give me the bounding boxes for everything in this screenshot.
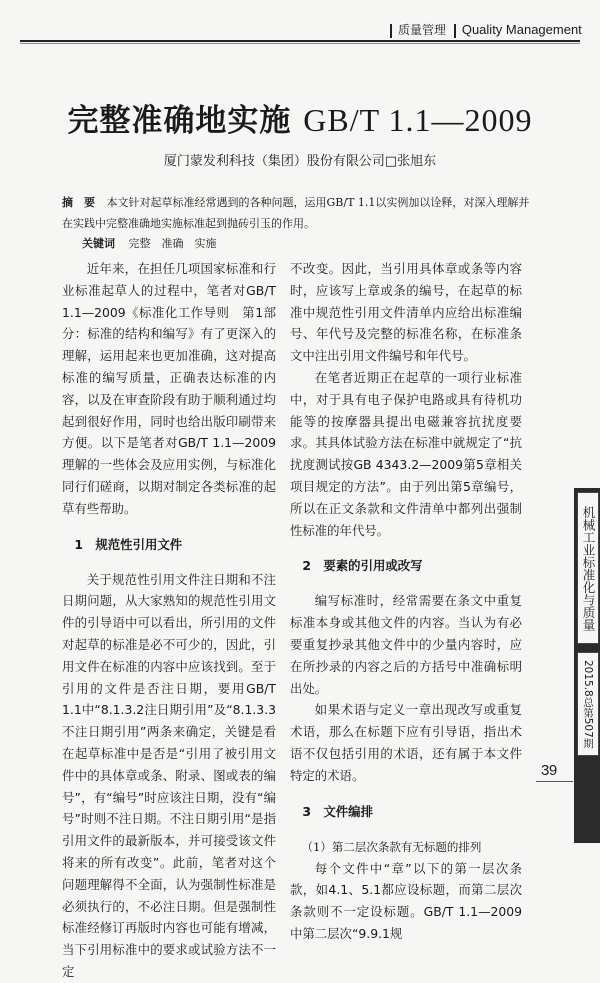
author-line: 厦门蒙发利科技（集团）股份有限公司□张旭东 xyxy=(163,154,437,169)
running-header xyxy=(390,20,580,40)
subsection-heading-3-1: （1）第二层次条款有无标题的排列 xyxy=(301,839,482,854)
header-rule xyxy=(20,40,580,42)
column-right xyxy=(290,258,522,945)
page-number: 39 xyxy=(541,762,557,779)
section-heading-2: 2 要素的引用或改写 xyxy=(302,558,423,574)
paragraph-continued: 不改变。因此，当引用具体章或条等内容时，应该写上章或条的编号，在起草的标准中规范性引用文件清单内应给出标准编号、年代号及完整的标准名称，在标准条文中注出引用文件编号和年代号。 xyxy=(290,261,522,364)
section-heading-3: 3 文件编排 xyxy=(302,803,373,819)
column-left xyxy=(62,258,276,983)
paragraph-2: 在笔者近期正在起草的一项行业标准中，对于具有电子保护电路或具有待机功能等的按摩器具提出电磁兼容抗扰度要求。其具体试验方法在标准中就规定了“抗扰度测试按GB 4343.2—2009第5章相关项目规定的方法”。由于列出第5章编号，所以在正文条款和文件清单中都列出强制性标准的年代号。 xyxy=(290,369,522,538)
paragraph-1: 关于规范性引用文件注日期和不注日期问题，从大家熟知的规范性引用文件的引导语中可以看出，所引用的文件对起草的标准是必不可少的，因此，引用文件在标准的内容中应该找到。至于引用的文件是否注日期，要用GB/T 1.1中“8.1.3.2注日期引用”及“8.1.3.3不注日期引用”两条来确定，关键是看在起草标准中是否是“引用了被引用文件中的具体章或条、附录、图或表的编号”，有“编号”时应该注日期，没有“编号”时则不注日期。不注日期引用“是指引用文件的最新版本，并可接受该文件将来的所有改变”。此前，笔者对这个问题理解得不全面，认为强制性标准是必须执行的，不必注日期。但是强制性标准经修订再版时内容也可能有增减，当下引用标准中的要求或试验方法不一定 xyxy=(62,571,276,979)
keywords-label: 关键词 xyxy=(82,237,115,250)
abstract-label: 摘 要 xyxy=(62,196,95,209)
keywords xyxy=(82,234,532,254)
paragraph-intro: 近年来，在担任几项国家标准和行业标准起草人的过程中，笔者对GB/T 1.1—2009《标准化工作导则 第1部分：标准的结构和编写》有了更深入的理解，运用起来也更加准确，这对提高标准的编写质量，正确表达标准的内容，以及在审查阶段有助于顺利通过均起到很好作用，同时也给出版印刷带来方便。以下是笔者对GB/T 1.1—2009理解的一些体会及应用实例，与标准化同行们磋商，以期对制定各类标准的起草有些帮助。 xyxy=(62,261,276,516)
header-rule-thin xyxy=(20,43,580,44)
keywords-text: 完整 准确 实施 xyxy=(128,237,217,250)
page-number-rule xyxy=(536,781,573,782)
header-section-en: Quality Management xyxy=(461,22,582,37)
header-section-cn: 质量管理 xyxy=(398,23,447,37)
paragraph-5: 每个文件中“章”以下的第一层次条款，如4.1、5.1都应设标题，而第二层次条款则不一定设标题。GB/T 1.1—2009中第二层次“9.9.1规 xyxy=(290,860,522,941)
abstract xyxy=(62,192,538,234)
header-separator xyxy=(454,24,456,38)
article-title-cn: 完整准确地实施 xyxy=(67,103,292,139)
header-separator xyxy=(390,24,392,38)
issue-tab: 2015.8总第507期 xyxy=(577,652,599,756)
article-title-std: GB/T 1.1—2009 xyxy=(303,102,533,138)
abstract-text: 本文针对起草标准经常遇到的各种问题，运用GB/T 1.1以实例加以诠释，对深入理解并在实践中完整准确地实施标准起到抛砖引玉的作用。 xyxy=(62,196,530,230)
paragraph-3: 编写标准时，经常需要在条文中重复标准本身或其他文件的内容。当认为有必要重复抄录其他文件中的少量内容时，应在所抄录的内容之后的方括号中准确标明出处。 xyxy=(290,593,522,696)
article-title xyxy=(0,95,600,140)
journal-name-tab: 机械工业标准化与质量 xyxy=(577,492,599,644)
section-heading-1: 1 规范性引用文件 xyxy=(74,536,183,552)
paragraph-4: 如果术语与定义一章出现改写或重复术语，那么在标题下应有引导语，指出术语不仅包括引用的术语，还有属于本文件特定的术语。 xyxy=(290,702,522,783)
